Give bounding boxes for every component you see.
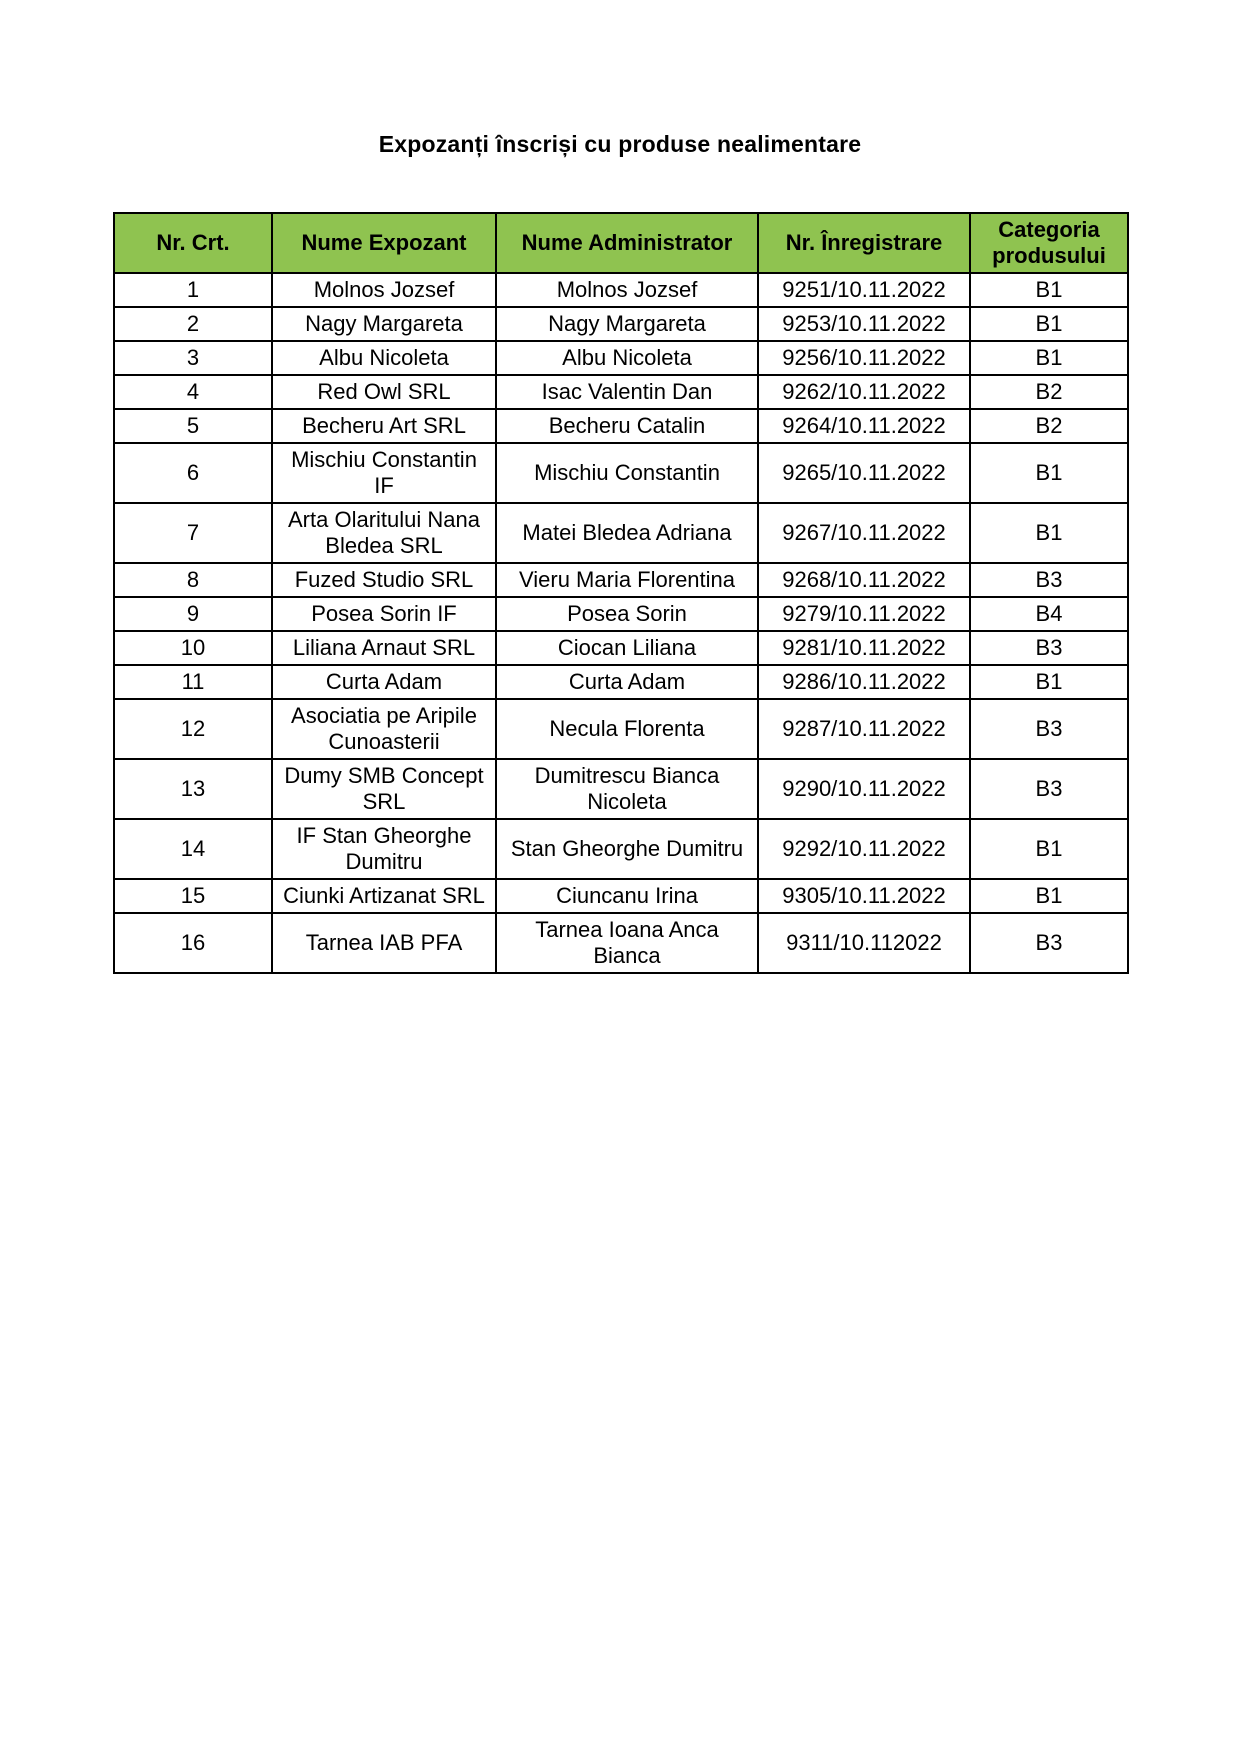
cell-nume-administrator: Molnos Jozsef bbox=[496, 273, 758, 307]
cell-categoria: B4 bbox=[970, 597, 1128, 631]
cell-nr-inregistrare: 9267/10.11.2022 bbox=[758, 503, 970, 563]
page-title: Expozanți înscriși cu produse nealimentare bbox=[378, 131, 862, 157]
table-row bbox=[114, 597, 1128, 631]
header-row bbox=[114, 213, 1128, 273]
cell-nr-crt: 16 bbox=[114, 913, 272, 973]
column-header-categoria: Categoria produsului bbox=[970, 213, 1128, 273]
cell-nume-expozant: Molnos Jozsef bbox=[272, 273, 496, 307]
cell-categoria: B1 bbox=[970, 443, 1128, 503]
cell-nume-administrator: Nagy Margareta bbox=[496, 307, 758, 341]
cell-nume-administrator: Albu Nicoleta bbox=[496, 341, 758, 375]
cell-categoria: B1 bbox=[970, 273, 1128, 307]
cell-nume-expozant: Posea Sorin IF bbox=[272, 597, 496, 631]
cell-nume-expozant: Nagy Margareta bbox=[272, 307, 496, 341]
cell-nume-expozant: Liliana Arnaut SRL bbox=[272, 631, 496, 665]
cell-nr-inregistrare: 9265/10.11.2022 bbox=[758, 443, 970, 503]
cell-categoria: B2 bbox=[970, 375, 1128, 409]
cell-nr-inregistrare: 9281/10.11.2022 bbox=[758, 631, 970, 665]
table-body bbox=[114, 273, 1128, 973]
cell-nume-administrator: Vieru Maria Florentina bbox=[496, 563, 758, 597]
cell-nr-crt: 4 bbox=[114, 375, 272, 409]
cell-nr-inregistrare: 9290/10.11.2022 bbox=[758, 759, 970, 819]
cell-nr-crt: 2 bbox=[114, 307, 272, 341]
cell-nume-administrator: Curta Adam bbox=[496, 665, 758, 699]
cell-categoria: B3 bbox=[970, 563, 1128, 597]
cell-nr-inregistrare: 9286/10.11.2022 bbox=[758, 665, 970, 699]
cell-nr-crt: 3 bbox=[114, 341, 272, 375]
cell-nr-inregistrare: 9311/10.112022 bbox=[758, 913, 970, 973]
cell-nr-inregistrare: 9251/10.11.2022 bbox=[758, 273, 970, 307]
cell-categoria: B1 bbox=[970, 665, 1128, 699]
cell-nr-crt: 6 bbox=[114, 443, 272, 503]
cell-categoria: B1 bbox=[970, 503, 1128, 563]
cell-nume-expozant: Fuzed Studio SRL bbox=[272, 563, 496, 597]
cell-nume-expozant: Becheru Art SRL bbox=[272, 409, 496, 443]
cell-nr-crt: 10 bbox=[114, 631, 272, 665]
cell-nr-crt: 1 bbox=[114, 273, 272, 307]
cell-categoria: B3 bbox=[970, 759, 1128, 819]
table-row bbox=[114, 375, 1128, 409]
table-row bbox=[114, 699, 1128, 759]
cell-categoria: B1 bbox=[970, 879, 1128, 913]
table-row bbox=[114, 879, 1128, 913]
cell-nume-expozant: Albu Nicoleta bbox=[272, 341, 496, 375]
cell-nume-administrator: Dumitrescu Bianca Nicoleta bbox=[496, 759, 758, 819]
exhibitors-table bbox=[113, 212, 1129, 974]
cell-nume-administrator: Tarnea Ioana Anca Bianca bbox=[496, 913, 758, 973]
cell-nume-administrator: Becheru Catalin bbox=[496, 409, 758, 443]
table-row bbox=[114, 913, 1128, 973]
cell-nr-crt: 13 bbox=[114, 759, 272, 819]
cell-categoria: B2 bbox=[970, 409, 1128, 443]
cell-categoria: B3 bbox=[970, 699, 1128, 759]
cell-categoria: B1 bbox=[970, 819, 1128, 879]
cell-nr-crt: 11 bbox=[114, 665, 272, 699]
cell-nr-crt: 5 bbox=[114, 409, 272, 443]
table-row bbox=[114, 819, 1128, 879]
cell-nume-administrator: Necula Florenta bbox=[496, 699, 758, 759]
cell-nume-expozant: Asociatia pe Aripile Cunoasterii bbox=[272, 699, 496, 759]
cell-nr-crt: 8 bbox=[114, 563, 272, 597]
cell-nr-crt: 14 bbox=[114, 819, 272, 879]
table-row bbox=[114, 665, 1128, 699]
cell-nr-crt: 12 bbox=[114, 699, 272, 759]
cell-categoria: B1 bbox=[970, 341, 1128, 375]
cell-nr-inregistrare: 9305/10.11.2022 bbox=[758, 879, 970, 913]
cell-nume-administrator: Matei Bledea Adriana bbox=[496, 503, 758, 563]
table-row bbox=[114, 409, 1128, 443]
table-row bbox=[114, 273, 1128, 307]
cell-nr-crt: 15 bbox=[114, 879, 272, 913]
table-row bbox=[114, 631, 1128, 665]
column-header-expozant: Nume Expozant bbox=[272, 213, 496, 273]
table-row bbox=[114, 759, 1128, 819]
column-header-inregistrare: Nr. Înregistrare bbox=[758, 213, 970, 273]
cell-nume-expozant: Ciunki Artizanat SRL bbox=[272, 879, 496, 913]
cell-nr-inregistrare: 9279/10.11.2022 bbox=[758, 597, 970, 631]
column-header-nr-crt: Nr. Crt. bbox=[114, 213, 272, 273]
cell-nr-inregistrare: 9268/10.11.2022 bbox=[758, 563, 970, 597]
cell-nume-administrator: Mischiu Constantin bbox=[496, 443, 758, 503]
table-row bbox=[114, 563, 1128, 597]
cell-nume-expozant: Tarnea IAB PFA bbox=[272, 913, 496, 973]
cell-nr-inregistrare: 9287/10.11.2022 bbox=[758, 699, 970, 759]
cell-nr-inregistrare: 9292/10.11.2022 bbox=[758, 819, 970, 879]
cell-nr-inregistrare: 9253/10.11.2022 bbox=[758, 307, 970, 341]
cell-nume-expozant: Curta Adam bbox=[272, 665, 496, 699]
cell-nr-inregistrare: 9264/10.11.2022 bbox=[758, 409, 970, 443]
cell-categoria: B3 bbox=[970, 631, 1128, 665]
table-row bbox=[114, 307, 1128, 341]
cell-nume-administrator: Ciuncanu Irina bbox=[496, 879, 758, 913]
cell-nr-crt: 9 bbox=[114, 597, 272, 631]
cell-nume-administrator: Ciocan Liliana bbox=[496, 631, 758, 665]
table-row bbox=[114, 443, 1128, 503]
cell-nume-expozant: IF Stan Gheorghe Dumitru bbox=[272, 819, 496, 879]
cell-nume-expozant: Arta Olaritului Nana Bledea SRL bbox=[272, 503, 496, 563]
table-row bbox=[114, 341, 1128, 375]
cell-categoria: B3 bbox=[970, 913, 1128, 973]
cell-categoria: B1 bbox=[970, 307, 1128, 341]
cell-nume-expozant: Red Owl SRL bbox=[272, 375, 496, 409]
table-row bbox=[114, 503, 1128, 563]
column-header-administrator: Nume Administrator bbox=[496, 213, 758, 273]
cell-nr-inregistrare: 9262/10.11.2022 bbox=[758, 375, 970, 409]
cell-nume-expozant: Dumy SMB Concept SRL bbox=[272, 759, 496, 819]
cell-nume-administrator: Posea Sorin bbox=[496, 597, 758, 631]
cell-nr-inregistrare: 9256/10.11.2022 bbox=[758, 341, 970, 375]
cell-nr-crt: 7 bbox=[114, 503, 272, 563]
cell-nume-administrator: Isac Valentin Dan bbox=[496, 375, 758, 409]
cell-nume-administrator: Stan Gheorghe Dumitru bbox=[496, 819, 758, 879]
table-header bbox=[114, 213, 1128, 273]
cell-nume-expozant: Mischiu Constantin IF bbox=[272, 443, 496, 503]
